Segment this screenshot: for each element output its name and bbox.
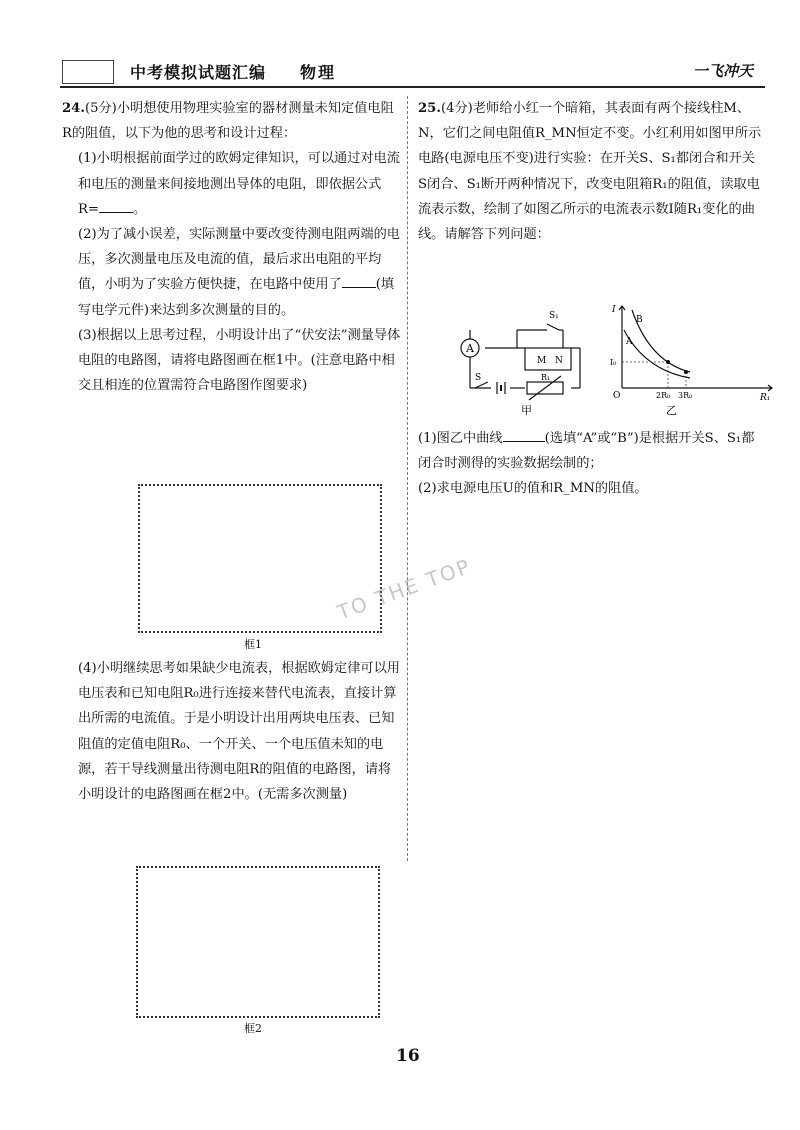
header-rule xyxy=(60,86,765,88)
terminal-n-label: N xyxy=(555,356,563,366)
terminal-m-label: M xyxy=(537,356,547,366)
column-divider xyxy=(407,96,408,861)
series-logo xyxy=(62,60,114,84)
origin-label: O xyxy=(613,391,621,401)
switch-s-label: S xyxy=(475,373,482,383)
curve-a-label: A xyxy=(626,337,633,347)
subject-label: 物理 xyxy=(300,63,337,82)
figure-b-caption: 乙 xyxy=(666,404,677,417)
graph-y-label: I xyxy=(612,305,616,315)
q25-part2: (2)求电源电压U的值和R_MN的阻值。 xyxy=(418,481,648,497)
frame-1-caption: 框1 xyxy=(244,638,262,651)
drawing-frame-2[interactable] xyxy=(136,866,380,1018)
watermark: TO THE TOP xyxy=(334,553,475,625)
brand-label: 一飞冲天 xyxy=(693,62,754,80)
figure-a-caption: 甲 xyxy=(521,404,532,417)
graph-x-label: R₁ xyxy=(760,393,771,403)
q25-stem: 25.(4分)老师给小红一个暗箱，其表面有两个接线柱M、N，它们之间电阻值R_MN恒定不变。小红利用如图甲所示电路(电源电压不变)进行实验：在开关S、S₁都闭合和开关S闭合、S₁断开两种情况下，改变电阻箱R₁的阻值，读取电流表示数，绘制了如图乙所示的电流表示数I随R₁变化的曲线。请解答下列问题： xyxy=(418,101,762,243)
answer-blank[interactable] xyxy=(503,427,545,442)
q24-part1: (1)小明根据前面学过的欧姆定律知识，可以通过对电流和电压的测量来间接地测出导体的电阻，即依据公式R= 。 xyxy=(78,151,400,217)
switch-s1-label: S₁ xyxy=(549,311,559,321)
question-24 xyxy=(62,96,402,398)
book-title: 中考模拟试题汇编 xyxy=(130,63,267,82)
q25-part1: (1)图乙中曲线 (选填“A”或“B”)是根据开关S、S₁都闭合时测得的实验数据绘制的； xyxy=(418,426,763,476)
curve-b-label: B xyxy=(636,315,643,325)
q24-part2: (2)为了减小误差，实际测量中要改变待测电阻两端的电压，多次测量电压及电流的值，最后求出电阻的平均值，小明为了实验方便快捷，在电路中使用了 (填写电学元件)来达到多次测量的目的。 xyxy=(78,227,400,318)
q25-parts xyxy=(418,426,763,502)
tick-2r0: 2R₀ xyxy=(656,391,671,400)
ammeter-label: A xyxy=(466,342,474,355)
current-graph xyxy=(610,300,780,420)
answer-blank[interactable] xyxy=(342,273,376,288)
q24-part4: (4)小明继续思考如果缺少电流表，根据欧姆定律可以用电压表和已知电阻R₀进行连接来替代电流表，直接计算出所需的电流值。于是小明设计出用两块电压表、已知阻值的定值电阻R₀、一个开关、一个电压值未知的电源，若干导线测量出待测电阻R的阻值的电路图，请将小明设计的电路图画在框2中。(无需多次测量) xyxy=(78,661,400,803)
q24-part3: (3)根据以上思考过程，小明设计出了“伏安法”测量导体电阻的电路图，请将电路图画在框1中。(注意电路中相交且相连的位置需符合电路图作图要求) xyxy=(78,327,401,394)
frame-2-caption: 框2 xyxy=(244,1022,262,1035)
q24-stem: 24.(5分)小明想使用物理实验室的器材测量未知定值电阻R的阻值，以下为他的思考和设计过程： xyxy=(62,101,394,142)
question-25 xyxy=(418,96,763,247)
curve-a xyxy=(624,330,690,378)
answer-blank[interactable] xyxy=(99,198,133,213)
rheostat-label: R₁ xyxy=(541,373,551,382)
page-number: 16 xyxy=(396,1046,420,1066)
tick-3r0: 3R₀ xyxy=(678,391,693,400)
i0-label: I₀ xyxy=(610,358,617,367)
circuit-diagram xyxy=(455,300,595,420)
